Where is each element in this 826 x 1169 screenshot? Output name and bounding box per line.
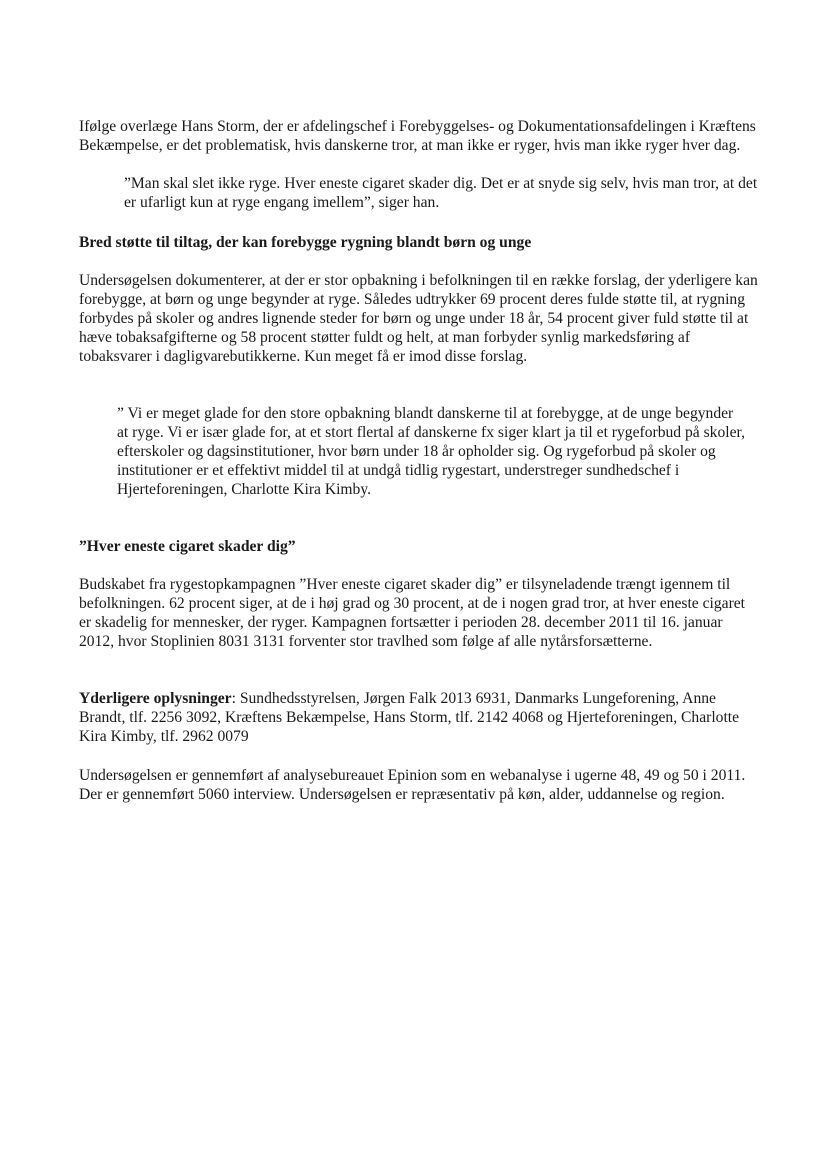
section-heading-support: Bred støtte til tiltag, der kan forebygge rygning blandt børn og unge bbox=[79, 234, 532, 251]
method-paragraph: Undersøgelsen er gennemført af analysebureauet Epinion som en webanalyse i ugerne 48, 49 og 50 i 2011. Der er gennemført 5060 interview. Undersøgelsen er repræsentativ på køn, alder, uddannelse og region. bbox=[79, 767, 746, 803]
section-heading-campaign: ”Hver eneste cigaret skader dig” bbox=[79, 538, 296, 555]
support-quote: ” Vi er meget glade for den store opbakning blandt danskerne til at forebygge, at de unge begynder at ryge. Vi er især glade for, at et stort flertal af danskerne fx siger klart ja til et rygeforbud på skoler, efterskoler og dagsinstitutioner, hvor børn under 18 år opholder sig. Og rygeforbud på skoler og institutioner er et effektivt middel til at undgå tidlig rygestart, understreger sundhedschef i Hjerteforeningen, Charlotte Kira Kimby. bbox=[117, 405, 745, 498]
campaign-paragraph: Budskabet fra rygestopkampagnen ”Hver eneste cigaret skader dig” er tilsyneladende trængt igennem til befolkningen. 62 procent siger, at de i høj grad og 30 procent, at de i nogen grad tror, at hver eneste cigaret er skadelig for mennesker, der ryger. Kampagnen fortsætter i perioden 28. december 2011 til 16. januar 2012, hvor Stoplinien 8031 3131 forventer stor travlhed som følge af alle nytårsforsætterne. bbox=[79, 576, 746, 650]
contact-label: Yderligere oplysninger bbox=[79, 690, 232, 707]
contact-text: : Sundhedsstyrelsen, Jørgen Falk 2013 6931, Danmarks Lungeforening, Anne Brandt, tlf. 2256 3092, Kræftens Bekæmpelse, Hans Storm, tlf. 2142 4068 og Hjerteforeningen, Charlotte Kira Kimby, tlf. 2962 0079 bbox=[79, 690, 740, 745]
intro-paragraph: Ifølge overlæge Hans Storm, der er afdelingschef i Forebyggelses- og Dokumentationsafdelingen i Kræftens Bekæmpelse, er det problematisk, hvis danskerne tror, at man ikke er ryger, hvis man ikke ryger hver dag. bbox=[79, 118, 756, 154]
support-paragraph: Undersøgelsen dokumenterer, at der er stor opbakning i befolkningen til en række forslag, der yderligere kan forebygge, at børn og unge begynder at ryge. Således udtrykker 69 procent deres fulde støtte til, at rygning forbydes på skoler og andres lignende steder for børn og unge under 18 år, 54 procent giver fuld støtte til at hæve tobaksafgifterne og 58 procent støtter fuldt og helt, at man forbyder synlig markedsføring af tobaksvarer i dagligvarebutikkerne. Kun meget få er imod disse forslag. bbox=[79, 272, 758, 365]
quote-paragraph: ”Man skal slet ikke ryge. Hver eneste cigaret skader dig. Det er at snyde sig selv, hvis man tror, at det er ufarligt kun at ryge engang imellem”, siger han. bbox=[124, 175, 758, 211]
contact-paragraph bbox=[79, 689, 759, 746]
